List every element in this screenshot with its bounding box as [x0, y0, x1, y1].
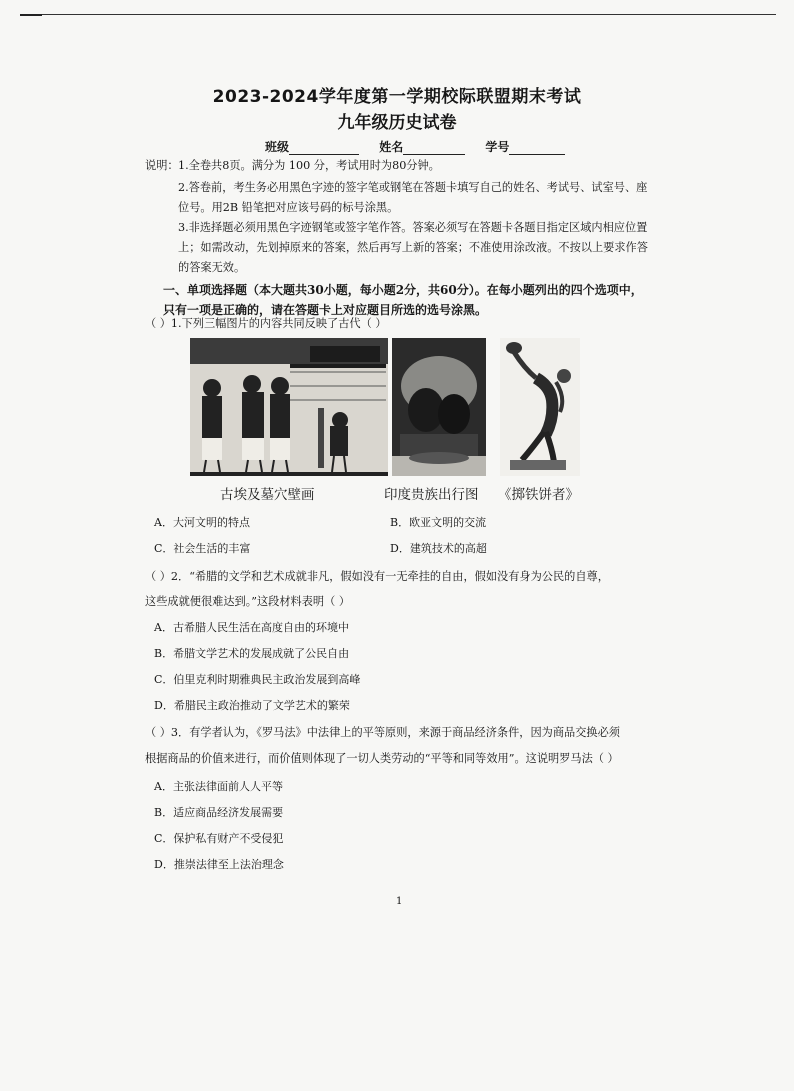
question-2-stem-line1: （ ）2．“希腊的文学和艺术成就非凡，假如没有一无牵挂的自由，假如没有身为公民的自尊， — [145, 570, 609, 583]
page-number: 1 — [396, 896, 403, 907]
caption-india-procession: 印度贵族出行图 — [384, 487, 479, 503]
instruction-3c: 的答案无效。 — [178, 261, 246, 274]
question-3-stem-line1: （ ）3．有学者认为，《罗马法》中法律上的平等原则，来源于商品经济条件，因为商品交换必须 — [145, 726, 620, 739]
q3-option-a[interactable]: A．主张法律面前人人平等 — [154, 780, 283, 793]
class-field[interactable] — [289, 142, 359, 155]
q1-option-c[interactable]: C．社会生活的丰富 — [154, 542, 251, 555]
caption-discobolus: 《掷铁饼者》 — [498, 487, 579, 503]
instruction-2a: 2.答卷前，考生务必用黑色字迹的签字笔或钢笔在答题卡填写自己的姓名、考试号、试室号、座 — [178, 181, 648, 194]
india-nobles-procession-image — [392, 338, 486, 476]
caption-egypt-mural: 古埃及墓穴壁画 — [220, 487, 315, 503]
name-label: 姓名 — [379, 140, 404, 154]
class-label: 班级 — [265, 140, 290, 154]
number-field[interactable] — [509, 142, 565, 155]
number-label: 学号 — [485, 140, 510, 154]
section-heading — [163, 280, 643, 320]
q1-option-b[interactable]: B．欧亚文明的交流 — [390, 516, 487, 529]
student-info-fields — [265, 138, 565, 155]
top-rule-mark — [20, 14, 42, 16]
q3-option-c[interactable]: C．保护私有财产不受侵犯 — [154, 832, 284, 845]
instruction-2b: 位号。用2B 铅笔把对应该号码的标号涂黑。 — [178, 201, 399, 214]
q1-option-a[interactable]: A．大河文明的特点 — [154, 516, 250, 529]
exam-title: 2023-2024学年度第一学期校际联盟期末考试 — [212, 87, 582, 107]
question-2-stem-line2: 这些成就便很难达到。”这段材料表明（ ） — [145, 595, 351, 608]
q3-option-b[interactable]: B．适应商品经济发展需要 — [154, 806, 284, 819]
q1-option-d[interactable]: D．建筑技术的高超 — [390, 542, 487, 555]
question-1-stem: （ ）1.下列三幅图片的内容共同反映了古代（ ） — [145, 317, 387, 330]
instruction-3b: 上；如需改动，先划掉原来的答案，然后再写上新的答案；不准使用涂改液。不按以上要求作答 — [178, 241, 648, 254]
discobolus-statue-image — [500, 338, 580, 476]
exam-subtitle: 九年级历史试卷 — [337, 113, 457, 133]
egypt-tomb-mural-image — [190, 338, 388, 476]
q2-option-d[interactable]: D．希腊民主政治推动了文学艺术的繁荣 — [154, 699, 350, 712]
question-3-stem-line2: 根据商品的价值来进行，而价值则体现了一切人类劳动的“平等和同等效用”。这说明罗马法（ ） — [145, 752, 619, 765]
q2-option-a[interactable]: A．古希腊人民生活在高度自由的环境中 — [154, 621, 349, 634]
top-rule — [20, 14, 776, 15]
section-heading-line1: 一、单项选择题（本大题共30小题，每小题2分，共60分）。在每小题列出的四个选项中， — [163, 283, 643, 297]
q3-option-d[interactable]: D．推崇法律至上法治理念 — [154, 858, 284, 871]
q2-option-c[interactable]: C．伯里克利时期雅典民主政治发展到高峰 — [154, 673, 361, 686]
instruction-1: 1.全卷共8页。满分为 100 分，考试用时为80分钟。 — [178, 159, 440, 172]
q2-option-b[interactable]: B．希腊文学艺术的发展成就了公民自由 — [154, 647, 350, 660]
section-heading-line2: 只有一项是正确的，请在答题卡上对应题目所选的选号涂黑。 — [163, 303, 488, 317]
instructions-label: 说明： — [145, 159, 179, 172]
instruction-3a: 3.非选择题必须用黑色字迹钢笔或签字笔作答。答案必须写在答题卡各题目指定区域内相应位置 — [178, 221, 648, 234]
name-field[interactable] — [403, 142, 465, 155]
